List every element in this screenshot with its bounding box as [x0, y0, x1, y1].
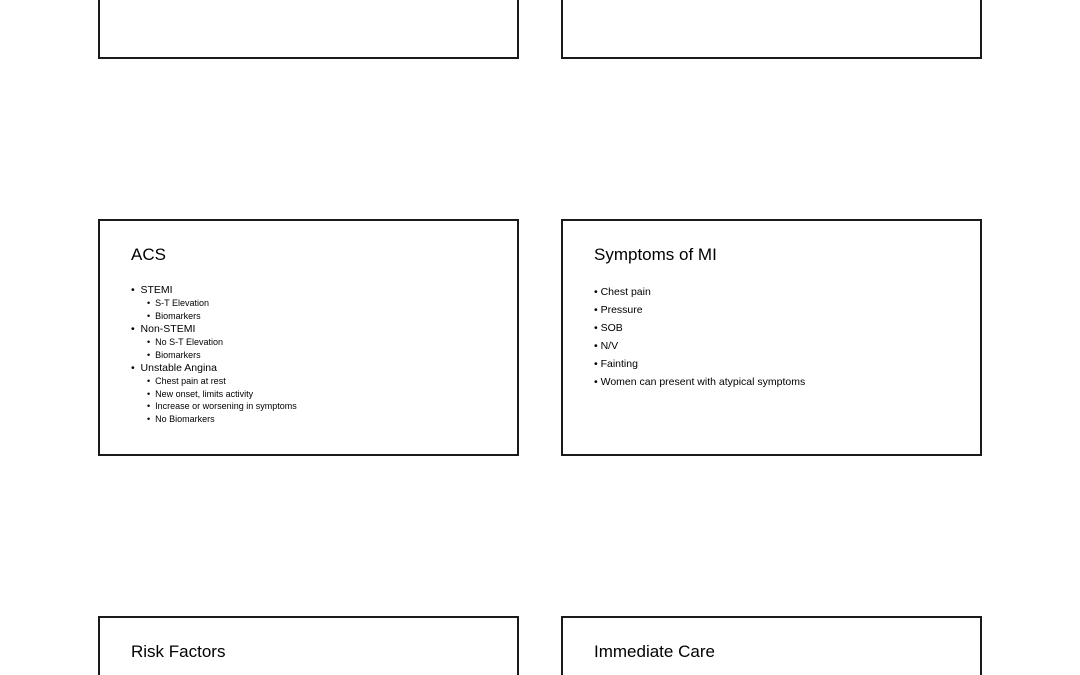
slide-risk-factors	[98, 616, 519, 675]
bullet-text: Unstable Angina	[140, 362, 217, 374]
slide-title: Immediate Care	[594, 642, 715, 661]
slide-title: Symptoms of MI	[594, 245, 717, 264]
slide-title: Risk Factors	[131, 642, 226, 661]
bullet-item: • Pressure	[594, 301, 805, 319]
bullet-list	[594, 283, 805, 391]
sub-bullet-list	[131, 297, 297, 322]
bullet-text: STEMI	[140, 284, 173, 296]
slide-immediate-care	[561, 616, 982, 675]
bullet-item: • N/V	[594, 337, 805, 355]
sub-bullet-item: • Chest pain at rest	[147, 375, 297, 388]
slide-top-right	[561, 0, 982, 59]
sub-bullet-item: • No S-T Elevation	[147, 336, 297, 349]
bullet-item	[131, 322, 297, 361]
bullet-item	[131, 361, 297, 425]
sub-bullet-list	[131, 336, 297, 361]
bullet-item: • Fainting	[594, 355, 805, 373]
sub-bullet-list	[131, 375, 297, 425]
sub-bullet-item: • Biomarkers	[147, 349, 297, 362]
bullet-item	[131, 283, 297, 322]
slide-acs	[98, 219, 519, 456]
bullet-item: • Chest pain	[594, 283, 805, 301]
slide-symptoms-of-mi	[561, 219, 982, 456]
sub-bullet-item: • No Biomarkers	[147, 413, 297, 426]
bullet-item: • Women can present with atypical symptoms	[594, 373, 805, 391]
sub-bullet-item: • S-T Elevation	[147, 297, 297, 310]
bullet-text: Non-STEMI	[140, 323, 196, 335]
slide-top-left	[98, 0, 519, 59]
sub-bullet-item: • Increase or worsening in symptoms	[147, 400, 297, 413]
sub-bullet-item: • New onset, limits activity	[147, 388, 297, 401]
bullet-list	[131, 283, 297, 425]
bullet-item: • SOB	[594, 319, 805, 337]
sub-bullet-item: • Biomarkers	[147, 310, 297, 323]
slide-title: ACS	[131, 245, 166, 264]
